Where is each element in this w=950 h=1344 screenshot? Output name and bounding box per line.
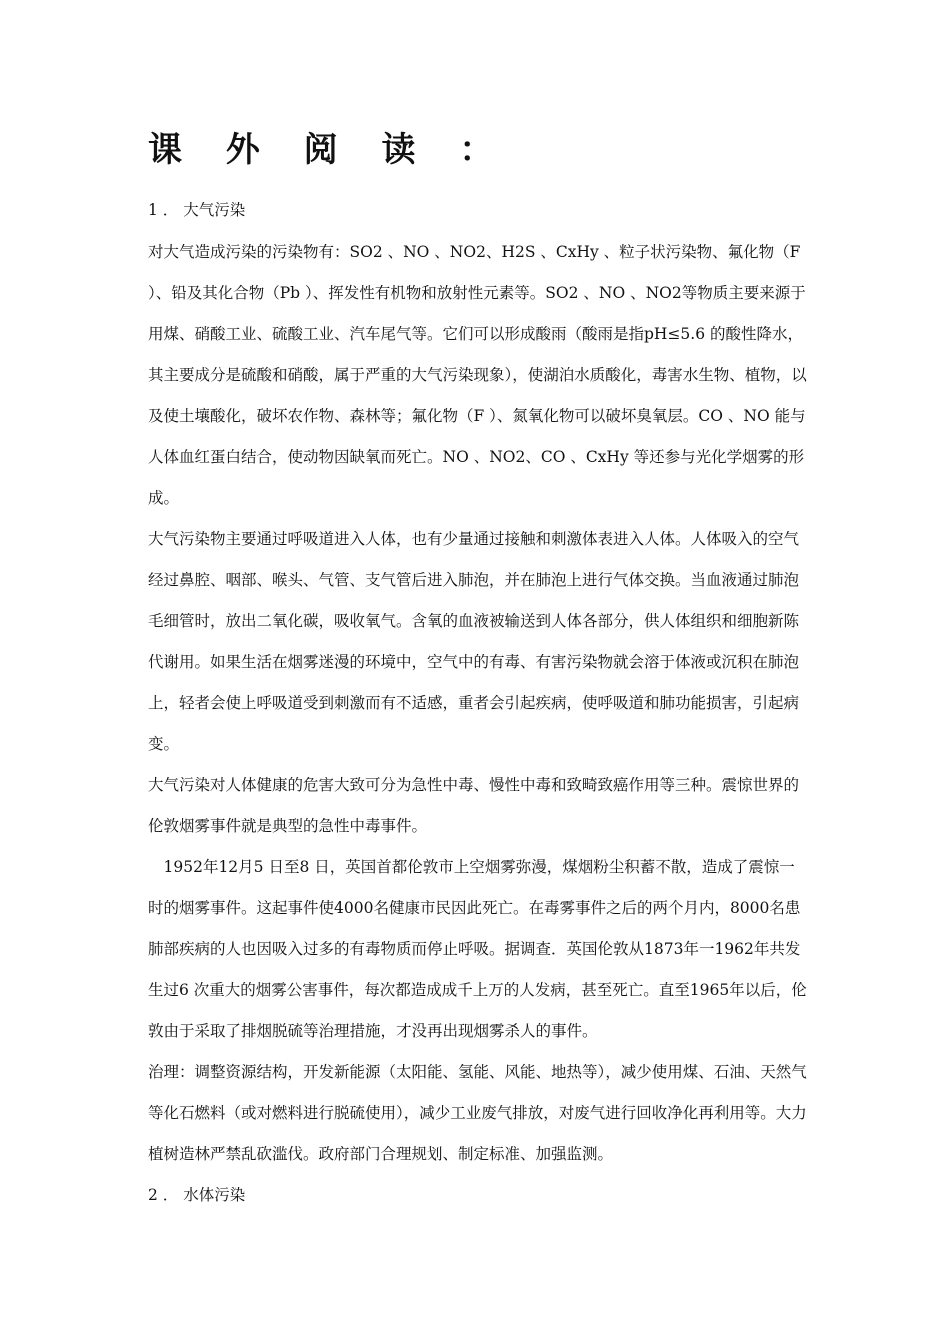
page-title: 课 外 阅 读 ： (148, 130, 510, 170)
paragraph-pollutants: 对大气造成污染的污染物有：SO2 、NO 、NO2、H2S 、CxHy 、粒子状污染物、氟化物（F ）、铅及其化合物（Pb ）、挥发性有机物和放射性元素等。SO2 、NO 、NO2等物质主要来源于用煤、硝酸工业、硫酸工业、汽车尾气等。它们可以形成酸雨（酸雨是指pH≤5.6 的酸性降水，其主要成分是硫酸和硝酸，属于严重的大气污染现象），使湖泊水质酸化，毒害水生物、植物，以及使土壤酸化，破坏农作物、森林等；氟化物（F ）、氮氧化物可以破坏臭氧层。CO 、NO 能与人体血红蛋白结合，使动物因缺氧而死亡。NO 、NO2、CO 、CxHy 等还参与光化学烟雾的形成。 (148, 243, 807, 507)
section-heading-water-pollution: 2 ． 水体污染 (148, 1186, 246, 1204)
paragraph-health-effects: 大气污染对人体健康的危害大致可分为急性中毒、慢性中毒和致畸致癌作用等三种。震惊世界的伦敦烟雾事件就是典型的急性中毒事件。 (148, 776, 800, 835)
paragraph-treatment: 治理：调整资源结构，开发新能源（太阳能、氢能、风能、地热等），减少使用煤、石油、天然气等化石燃料（或对燃料进行脱硫使用），减少工业废气排放，对废气进行回收净化再利用等。大力植树造林严禁乱砍滥伐。政府部门合理规划、制定标准、加强监测。 (148, 1063, 807, 1163)
document-body (148, 196, 808, 1215)
paragraph-london-smog: 1952年12月5 日至8 日，英国首都伦敦市上空烟雾弥漫，煤烟粉尘积蓄不散，造成了震惊一时的烟雾事件。这起事件使4000名健康市民因此死亡。在毒雾事件之后的两个月内，8000名患肺部疾病的人也因吸入过多的有毒物质而停止呼吸。据调查．英国伦敦从1873年一1962年共发生过6 次重大的烟雾公害事件，每次都造成成千上万的人发病，甚至死亡。直至1965年以后，伦敦由于采取了排烟脱硫等治理措施，才没再出现烟雾杀人的事件。 (148, 858, 807, 1040)
section-heading-air-pollution: 1 ． 大气污染 (148, 201, 246, 219)
paragraph-respiratory: 大气污染物主要通过呼吸道进入人体，也有少量通过接触和刺激体表进入人体。人体吸入的空气经过鼻腔、咽部、喉头、气管、支气管后进入肺泡，并在肺泡上进行气体交换。当血液通过肺泡毛细管时，放出二氧化碳，吸收氧气。含氧的血液被输送到人体各部分，供人体组织和细胞新陈代谢用。如果生活在烟雾迷漫的环境中，空气中的有毒、有害污染物就会溶于体液或沉积在肺泡上，轻者会使上呼吸道受到刺激而有不适感，重者会引起疾病，使呼吸道和肺功能损害，引起病变。 (148, 530, 800, 753)
